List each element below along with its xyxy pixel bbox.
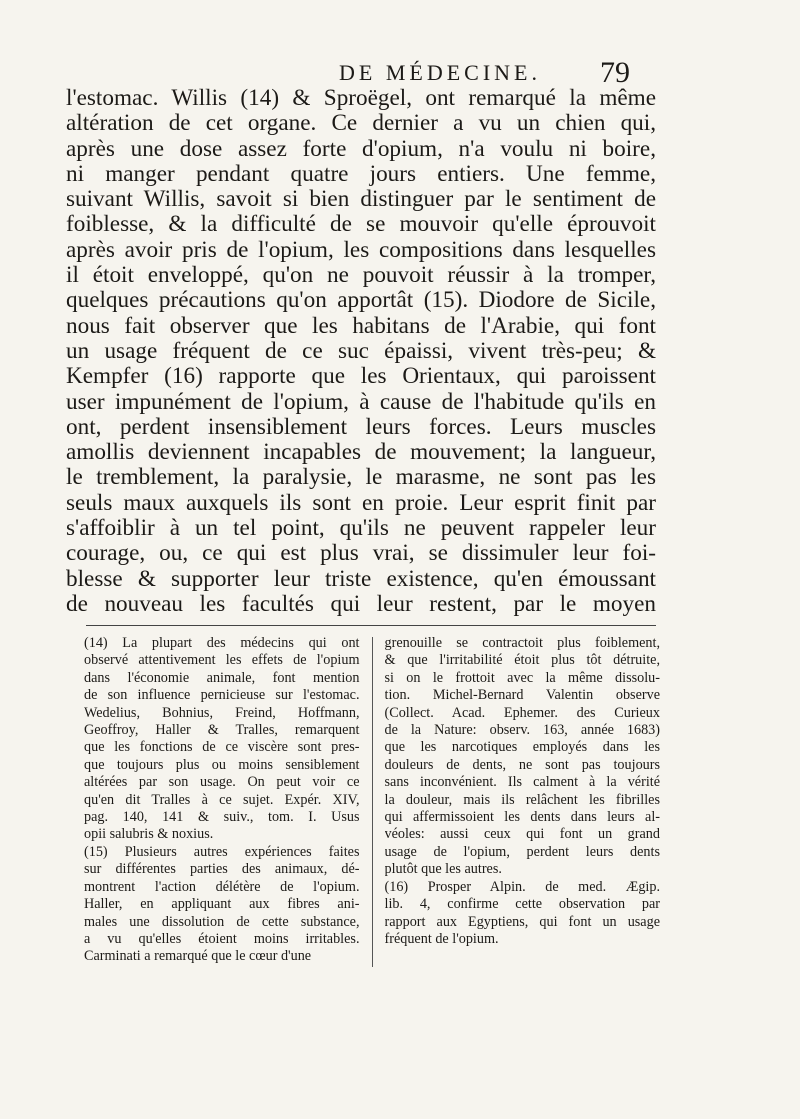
footnote-line: montrent l'action délétère de l'opium.: [84, 878, 360, 895]
footnote-line: & que l'irritabilité étoit plus tôt détruite,: [384, 652, 660, 669]
text-line: s'affoiblir à un tel point, qu'ils ne peuvent rappeler leur: [66, 516, 656, 542]
text-line: altération de cet organe. Ce dernier a vu un chien qui,: [66, 111, 656, 137]
text-line: Kempfer (16) rapporte que les Orientaux, qui paroissent: [66, 364, 656, 390]
footnote-column-divider: [372, 637, 373, 967]
text-line: foiblesse, & la difficulté de se mouvoir qu'elle éprouvoit: [66, 212, 656, 238]
footnote-line: véoles: aussi ceux qui font un grand: [384, 826, 660, 843]
footnote-line: observé attentivement les effets de l'opium: [84, 652, 360, 669]
footnote-line: que les narcotiques employés dans les: [384, 739, 660, 756]
text-line: nous fait observer que les habitans de l'Arabie, qui font: [66, 313, 656, 339]
text-line: courage, ou, ce qui est plus vrai, se dissimuler leur foi-: [66, 541, 656, 567]
text-line: blesse & supporter leur triste existence, qu'en émoussant: [66, 566, 656, 592]
text-line: de nouveau les facultés qui leur restent, par le moyen: [66, 591, 656, 617]
page-number: 79: [600, 56, 630, 89]
footnote-line: dans l'économie animale, font mention: [84, 669, 360, 686]
footnote-line: Geoffroy, Haller & Tralles, remarquent: [84, 722, 360, 739]
running-head: DE MÉDECINE.: [339, 60, 541, 85]
footnote-line: qu'en dit Tralles à ce sujet. Expér. XIV,: [84, 791, 360, 808]
text-line: seuls maux auxquels ils sont en proie. Leur esprit finit par: [66, 490, 656, 516]
text-line: ont, perdent insensiblement leurs forces. Leurs muscles: [66, 414, 656, 440]
footnote-line: sur différentes parties des animaux, dé-: [84, 861, 360, 878]
footnote-line: (Collect. Acad. Ephemer. des Curieux: [384, 704, 660, 721]
footnote-line: lib. 4, confirme cette observation par: [384, 896, 660, 913]
footnote-line: usage de l'opium, perdent leurs dents: [384, 843, 660, 860]
text-line: quelques précautions qu'on apportât (15). Diodore de Sicile,: [66, 288, 656, 314]
footnote-line: plutôt que les autres.: [384, 861, 502, 878]
footnote-line: Haller, en appliquant aux fibres ani-: [84, 896, 360, 913]
text-line: l'estomac. Willis (14) & Sproëgel, ont remarqué la même: [66, 86, 656, 111]
text-line: ni manger pendant quatre jours entiers. Une femme,: [66, 161, 656, 187]
footnote-line: la douleur, mais ils relâchent les fibrilles: [384, 791, 660, 808]
footnote-line: males une dissolution de cette substance,: [84, 913, 360, 930]
text-line: user impunément de l'opium, à cause de l'habitude qu'ils en: [66, 389, 656, 415]
text-line: suivant Willis, savoit si bien distinguer par le sentiment de: [66, 187, 656, 213]
footnote-line: pag. 140, 141 & suiv., tom. I. Usus: [84, 809, 360, 826]
footnote-line: Wedelius, Bohnius, Freind, Hoffmann,: [84, 704, 360, 721]
footnote-line: (14) La plupart des médecins qui ont: [84, 635, 360, 651]
footnote-line: si on le frottoit avec la même dissolu-: [384, 669, 660, 686]
footnote-column-left: [84, 635, 360, 980]
footnote-line: a vu qu'elles étoient moins irritables.: [84, 930, 360, 947]
footnote-line: douleurs de dents, ne sont pas toujours: [384, 756, 660, 773]
footnote-column-right: [385, 635, 661, 980]
footnote-line: fréquent de l'opium.: [384, 930, 499, 947]
footnote-line: que toujours plus ou moins sensiblement: [84, 756, 360, 773]
footnote-line: (16) Prosper Alpin. de med. Ægip.: [384, 878, 660, 895]
text-line: amollis deviennent incapables de mouvement; la langueur,: [66, 440, 656, 466]
footnote-line: altérées par son usage. On peut voir ce: [84, 774, 360, 791]
main-text-body: [66, 86, 656, 617]
footnote-line: de la Nature: observ. 163, année 1683): [384, 722, 660, 739]
text-line: après avoir pris de l'opium, les compositions dans lesquelles: [66, 237, 656, 263]
footnote-line: que les fonctions de ce viscère sont pres-: [84, 739, 360, 756]
footnote-line: de son influence pernicieuse sur l'estomac.: [84, 687, 360, 704]
text-line: un usage fréquent de ce suc épaissi, vivent très-peu; &: [66, 338, 656, 364]
footnote-line: opii salubris & noxius.: [84, 826, 214, 843]
footnote-line: tion. Michel-Bernard Valentin observe: [384, 687, 660, 704]
text-line: après une dose assez forte d'opium, n'a voulu ni boire,: [66, 136, 656, 162]
footnote-separator-rule: [86, 625, 656, 626]
footnote-line: Carminati a remarqué que le cœur d'une: [84, 948, 312, 965]
footnote-line: sans inconvénient. Ils calment à la vérité: [384, 774, 660, 791]
footnote-line: rapport aux Egyptiens, qui font un usage: [384, 913, 660, 930]
footnote-line: (15) Plusieurs autres expériences faites: [84, 843, 360, 860]
footnotes: [84, 635, 660, 980]
footnote-line: grenouille se contractoit plus foiblement,: [384, 635, 660, 651]
text-line: il étoit enveloppé, qu'on ne pouvoit réussir à la tromper,: [66, 263, 656, 289]
footnote-line: qui affermissoient les dents dans leurs al-: [384, 809, 660, 826]
text-line: le tremblement, la paralysie, le marasme, ne sont pas les: [66, 465, 656, 491]
